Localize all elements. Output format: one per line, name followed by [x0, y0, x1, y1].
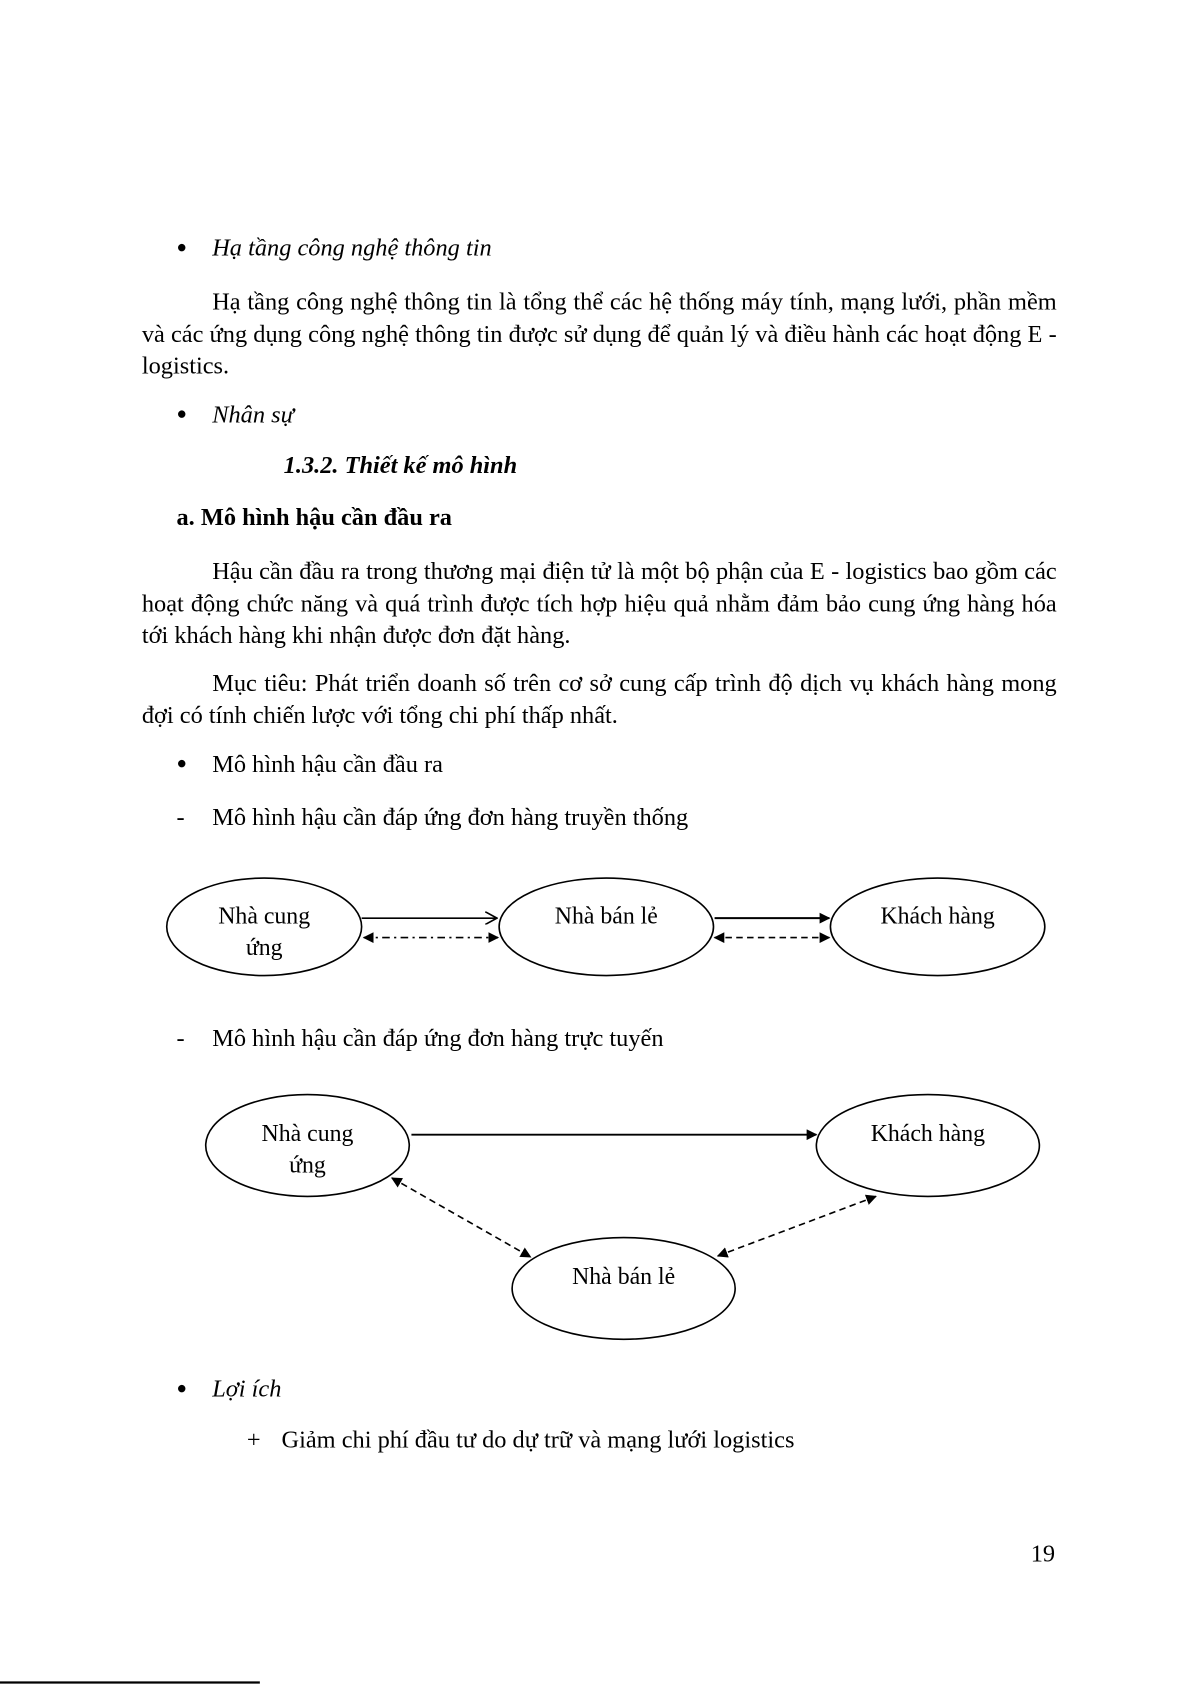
bullet-benefit: Lợi ích [212, 1375, 282, 1403]
page-number: 19 [1030, 1539, 1056, 1567]
bullet-marker: ● [176, 1379, 187, 1398]
arrow-dashed [718, 1196, 876, 1256]
plus-marker: + [246, 1425, 261, 1453]
diagram-traditional [167, 878, 1045, 975]
dash-marker: - [176, 1024, 185, 1052]
paragraph-outbound: Hậu cần đầu ra trong thương mại điện tử là một bộ phận của E - logistics bao gồm các hoạt động chức năng và quá trình được tích hợp hiệu quả nhằm đảm bảo cung ứng hàng hóa tới khách hàng khi nhận được đơn đặt hàng. [141, 557, 1057, 649]
supplier-label: Nhà cung [218, 903, 311, 930]
paragraph-infra: Hạ tầng công nghệ thông tin là tổng thể các hệ thống máy tính, mạng lưới, phần mềm và các ứng dụng công nghệ thông tin được sử dụng để quản lý và điều hành các hoạt động E - logistics. [141, 287, 1057, 379]
dash-traditional: Mô hình hậu cần đáp ứng đơn hàng truyền thống [212, 803, 689, 831]
supplier-label: Nhà cung [261, 1121, 354, 1148]
bullet-model: Mô hình hậu cần đầu ra [212, 750, 443, 778]
bullet-infra: Hạ tầng công nghệ thông tin [212, 233, 492, 261]
paragraph-goal: Mục tiêu: Phát triển doanh số trên cơ sở cung cấp trình độ dịch vụ khách hàng mong đợi có tính chiến lược với tổng chi phí thấp nhất. [141, 669, 1057, 729]
section-heading-a: a. Mô hình hậu cần đầu ra [176, 503, 452, 531]
section-heading-132: 1.3.2. Thiết kế mô hình [283, 451, 518, 479]
dash-marker: - [176, 803, 185, 831]
plus-item: Giảm chi phí đầu tư do dự trữ và mạng lưới logistics [281, 1425, 795, 1453]
bullet-marker: ● [176, 754, 187, 774]
bullet-marker: ● [176, 238, 187, 257]
diagram-online [206, 1095, 1040, 1340]
supplier-label: ứng [245, 934, 283, 961]
retailer-label: Nhà bán lẻ [572, 1264, 676, 1291]
customer-label: Khách hàng [870, 1121, 986, 1148]
retailer-label: Nhà bán lẻ [554, 903, 658, 930]
dash-online: Mô hình hậu cần đáp ứng đơn hàng trực tuyến [212, 1024, 664, 1052]
supplier-label: ứng [289, 1152, 326, 1179]
bullet-hr: Nhân sự [212, 400, 294, 428]
arrow-dashed [392, 1178, 531, 1257]
customer-label: Khách hàng [880, 903, 995, 930]
bullet-marker: ● [176, 404, 187, 424]
